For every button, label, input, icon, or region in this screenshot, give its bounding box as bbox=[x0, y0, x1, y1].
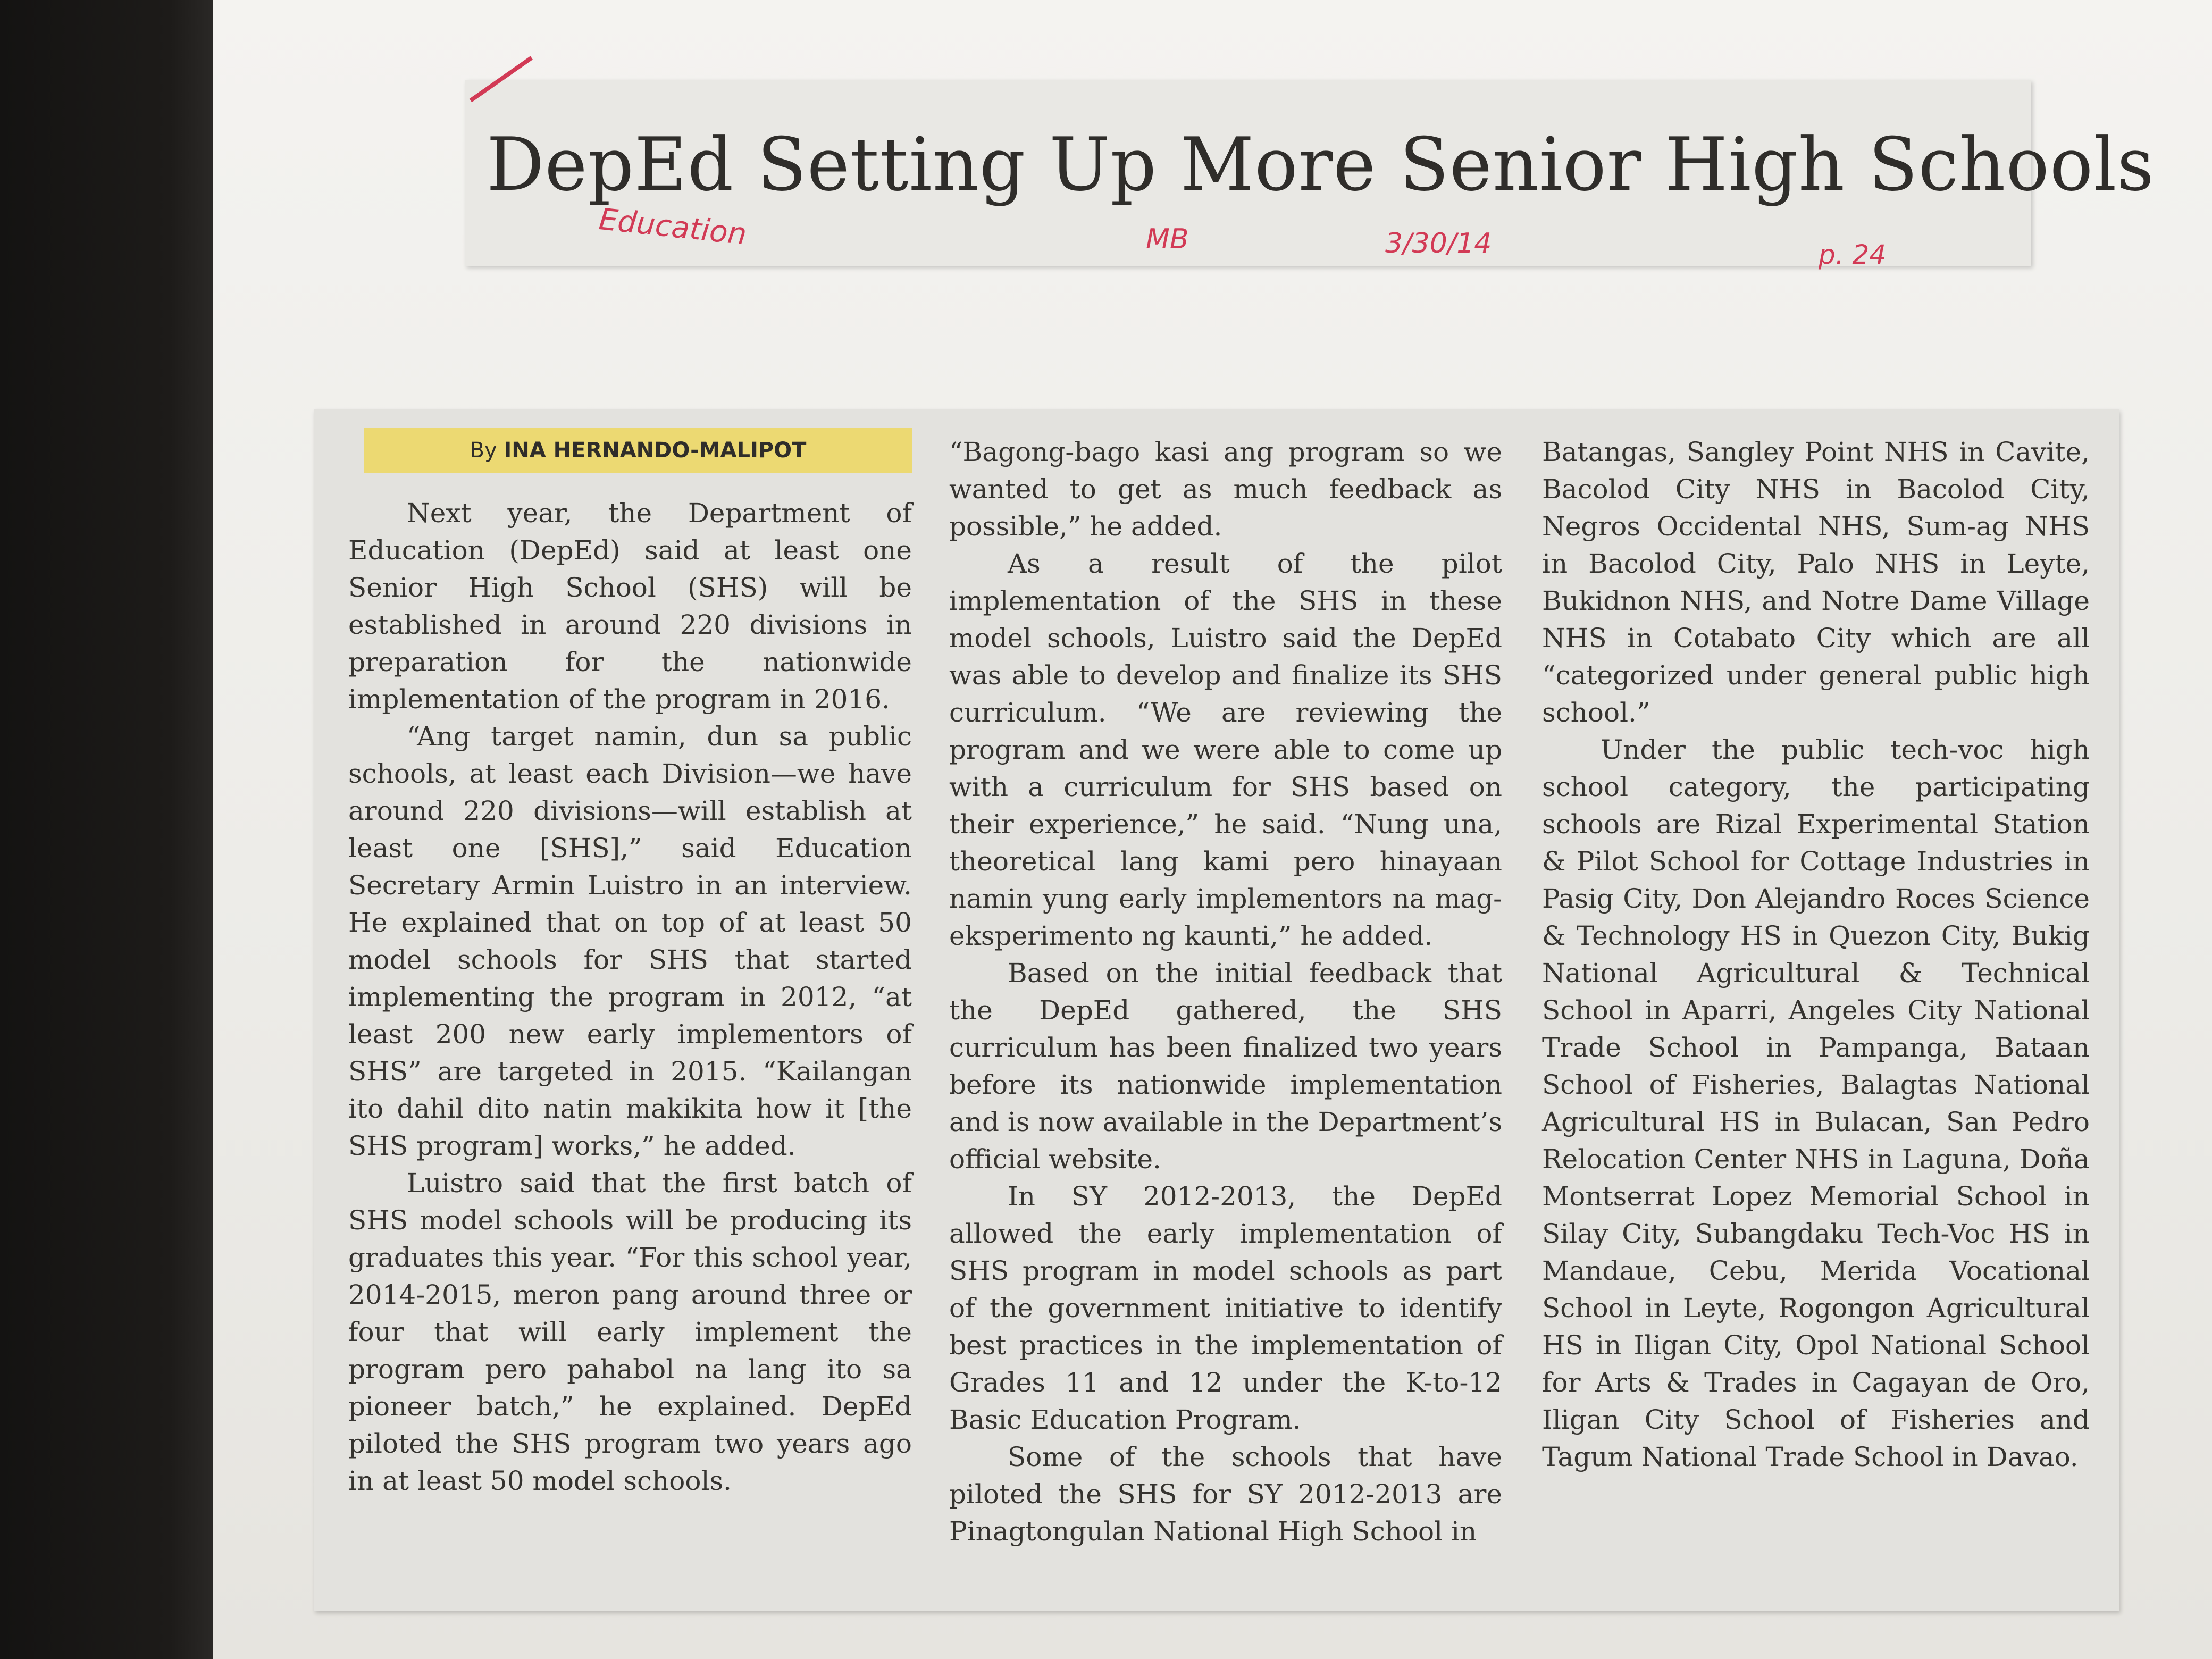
article-column-3 bbox=[1542, 433, 2090, 1476]
paragraph: Under the public tech-voc high school category, the participating schools are Rizal Experimental Station & Pilot School for Cottage Industries in Pasig City, Don Alejandro Roces Science & Technology HS in Quezon City, Bukig National Agricultural & Technical School in Aparri, Angeles City National Trade School in Pampanga, Bataan School of Fisheries, Balagtas National Agricultural HS in Bulacan, San Pedro Relocation Center NHS in Laguna, Doña Montserrat Lopez Memorial School in Silay City, Subangdaku Tech-Voc HS in Mandaue, Cebu, Merida Vocational School in Leyte, Rogongon Agricultural HS in Iligan City, Opol National School for Arts & Trades in Cagayan de Oro, Iligan City School of Fisheries and Tagum National Trade School in Davao. bbox=[1542, 734, 2090, 1472]
annotation-source: MB bbox=[1146, 223, 1189, 255]
paragraph: Some of the schools that have piloted the SHS for SY 2012-2013 are Pinagtongulan National High School in bbox=[949, 1442, 1502, 1547]
annotation-page: p. 24 bbox=[1819, 239, 1887, 270]
article-column-2 bbox=[949, 433, 1502, 1550]
byline-prefix: By bbox=[470, 438, 497, 463]
paragraph-continued: “Bagong-bago kasi ang program so we wanted to get as much feedback as possible,” he added. bbox=[949, 437, 1502, 542]
paragraph: Next year, the Department of Education (DepEd) said at least one Senior High School (SHS) will be established in around 220 divisions in preparation for the nationwide implementation of the program in 2016. bbox=[348, 498, 912, 715]
paragraph: In SY 2012-2013, the DepEd allowed the early implementation of SHS program in model schools as part of the government initiative to identify best practices in the implementation of Grades 11 and 12 under the K-to-12 Basic Education Program. bbox=[949, 1181, 1502, 1435]
dark-background-edge bbox=[0, 0, 213, 1659]
byline-name: INA HERNANDO-MALIPOT bbox=[504, 438, 807, 463]
paragraph: Luistro said that the first batch of SHS model schools will be producing its graduates this year. “For this school year, 2014-2015, meron pang around three or four that will early implement the program pero pahabol na lang ito sa pioneer batch,” he explained. DepEd piloted the SHS program two years ago in at least 50 model schools. bbox=[348, 1168, 912, 1496]
paragraph: “Ang target namin, dun sa public schools, at least each Division—we have around 220 divisions—will establish at least one [SHS],” said Education Secretary Armin Luistro in an interview. He explained that on top of at least 50 model schools for SHS that started implementing the program in 2012, “at least 200 new early implementors of SHS” are targeted in 2015. “Kailangan ito dahil dito natin makikita how it [the SHS program] works,” he added. bbox=[348, 721, 912, 1161]
headline-title: DepEd Setting Up More Senior High Schools bbox=[487, 122, 2155, 207]
annotation-date: 3/30/14 bbox=[1385, 228, 1492, 259]
byline bbox=[364, 428, 912, 473]
article-column-1 bbox=[348, 495, 912, 1499]
article-clipping bbox=[314, 409, 2119, 1611]
paragraph-continued: Batangas, Sangley Point NHS in Cavite, Bacolod City NHS in Bacolod City, Negros Occidental NHS, Sum-ag NHS in Bacolod City, Palo NHS in Leyte, Bukidnon NHS, and Notre Dame Village NHS in Cotabato City which are all “categorized under general public high school.” bbox=[1542, 437, 2090, 728]
paragraph: Based on the initial feedback that the DepEd gathered, the SHS curriculum has been finalized two years before its nationwide implementation and is now available in the Department’s official website. bbox=[949, 958, 1502, 1175]
annotation-category: Education bbox=[597, 202, 749, 252]
paragraph: As a result of the pilot implementation of the SHS in these model schools, Luistro said the DepEd was able to develop and finalize its SHS curriculum. “We are reviewing the program and we were able to come up with a curriculum for SHS based on their experience,” he said. “Nung una, theoretical lang kami pero hinayaan namin yung early implementors na mag-eksperimento ng kaunti,” he added. bbox=[949, 548, 1502, 951]
headline-clipping bbox=[465, 80, 2155, 270]
